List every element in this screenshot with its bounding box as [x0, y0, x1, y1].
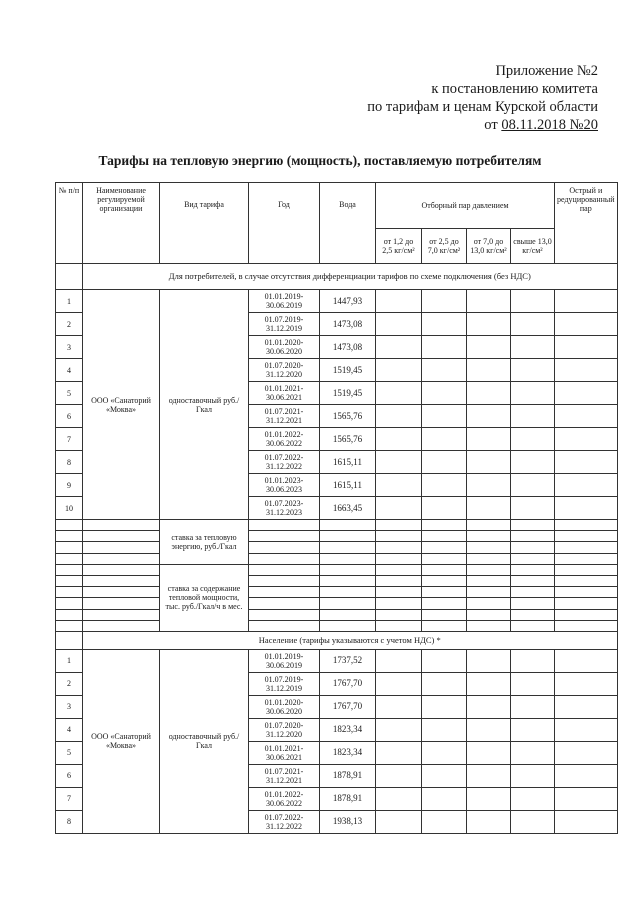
rate-capacity-label: ставка за содержание тепловой мощности, тыс. руб./Гкал/ч в мес.	[160, 564, 249, 631]
water-tariff: 1615,11	[320, 451, 376, 474]
empty-cell	[467, 741, 511, 764]
rate-row	[56, 620, 618, 631]
tariff-type: одноставочный руб./Гкал	[160, 649, 249, 833]
empty-cell	[467, 520, 511, 531]
row-number: 5	[56, 741, 83, 764]
water-tariff: 1447,93	[320, 290, 376, 313]
rate-row	[56, 564, 618, 575]
empty-cell	[467, 695, 511, 718]
water-tariff: 1519,45	[320, 382, 376, 405]
empty-cell	[511, 575, 555, 586]
empty-cell	[555, 764, 618, 787]
empty-cell	[422, 609, 467, 620]
empty-cell	[511, 359, 555, 382]
empty-cell	[376, 520, 422, 531]
col-header-pressure-3: от 7,0 до 13,0 кг/см²	[467, 229, 511, 264]
empty-cell	[511, 553, 555, 564]
empty-cell	[320, 587, 376, 598]
empty-cell	[511, 598, 555, 609]
empty-cell	[376, 741, 422, 764]
col-header-tariff-type: Вид тарифа	[160, 183, 249, 264]
section-row	[56, 264, 618, 290]
empty-cell	[376, 359, 422, 382]
empty-cell	[320, 575, 376, 586]
empty-cell	[555, 313, 618, 336]
empty-cell	[555, 405, 618, 428]
empty-cell	[83, 609, 160, 620]
water-tariff: 1565,76	[320, 405, 376, 428]
empty-cell	[467, 451, 511, 474]
empty-cell	[511, 405, 555, 428]
empty-cell	[555, 620, 618, 631]
rate-row	[56, 598, 618, 609]
empty-cell	[56, 587, 83, 598]
empty-cell	[511, 451, 555, 474]
empty-cell	[467, 405, 511, 428]
empty-cell	[511, 497, 555, 520]
empty-cell	[422, 290, 467, 313]
col-header-sharp-steam: Острый и редуцированный пар	[555, 183, 618, 264]
col-header-pressure-1: от 1,2 до 2,5 кг/см²	[376, 229, 422, 264]
period: 01.01.2021-30.06.2021	[249, 741, 320, 764]
empty-cell	[376, 290, 422, 313]
water-tariff: 1823,34	[320, 718, 376, 741]
empty-cell	[555, 474, 618, 497]
empty-cell	[320, 531, 376, 542]
empty-cell	[511, 336, 555, 359]
period: 01.01.2023-30.06.2023	[249, 474, 320, 497]
empty-cell	[56, 553, 83, 564]
empty-cell	[555, 336, 618, 359]
rate-row	[56, 609, 618, 620]
empty-cell	[555, 649, 618, 672]
empty-cell	[56, 598, 83, 609]
empty-cell	[511, 609, 555, 620]
col-header-water: Вода	[320, 183, 376, 264]
row-number: 8	[56, 451, 83, 474]
empty-cell	[467, 313, 511, 336]
empty-cell	[422, 620, 467, 631]
empty-cell	[555, 520, 618, 531]
date-prefix: от	[484, 117, 502, 133]
empty-cell	[320, 542, 376, 553]
empty-cell	[376, 718, 422, 741]
rate-row	[56, 575, 618, 586]
empty-cell	[320, 620, 376, 631]
empty-cell	[83, 598, 160, 609]
period: 01.07.2021-31.12.2021	[249, 764, 320, 787]
empty-cell	[467, 649, 511, 672]
col-header-pressure-4: свыше 13,0 кг/см²	[511, 229, 555, 264]
empty-cell	[249, 620, 320, 631]
empty-cell	[511, 787, 555, 810]
empty-cell	[555, 553, 618, 564]
water-tariff: 1519,45	[320, 359, 376, 382]
period: 01.07.2020-31.12.2020	[249, 359, 320, 382]
empty-cell	[467, 575, 511, 586]
empty-cell	[422, 382, 467, 405]
row-number: 7	[56, 787, 83, 810]
date-line	[367, 116, 598, 134]
empty-cell	[555, 497, 618, 520]
empty-cell	[467, 787, 511, 810]
empty-cell	[511, 531, 555, 542]
empty-cell	[376, 336, 422, 359]
empty-cell	[249, 553, 320, 564]
rate-row	[56, 587, 618, 598]
empty-cell	[422, 718, 467, 741]
empty-cell	[511, 741, 555, 764]
empty-cell	[467, 428, 511, 451]
empty-cell	[511, 382, 555, 405]
empty-cell	[422, 336, 467, 359]
row-number: 4	[56, 718, 83, 741]
empty-cell	[467, 474, 511, 497]
empty-cell	[249, 542, 320, 553]
empty-cell	[422, 672, 467, 695]
empty-cell	[249, 575, 320, 586]
row-number: 8	[56, 810, 83, 833]
empty-cell	[249, 564, 320, 575]
rate-row	[56, 542, 618, 553]
empty-cell	[467, 587, 511, 598]
empty-cell	[467, 542, 511, 553]
empty-cell	[56, 575, 83, 586]
row-number: 2	[56, 672, 83, 695]
document-title: Тарифы на тепловую энергию (мощность), поставляемую потребителям	[98, 153, 542, 168]
empty-cell	[422, 428, 467, 451]
empty-cell	[555, 382, 618, 405]
section-title-non-household: Для потребителей, в случае отсутствия дифференциации тарифов по схеме подключения (без НДС)	[83, 264, 618, 290]
empty-cell	[376, 313, 422, 336]
committee-label: по тарифам и ценам Курской области	[367, 99, 598, 115]
empty-cell	[422, 787, 467, 810]
empty-cell	[422, 542, 467, 553]
empty-cell	[555, 810, 618, 833]
empty-cell	[511, 695, 555, 718]
section-row	[56, 631, 618, 649]
empty-cell	[56, 564, 83, 575]
empty-cell	[376, 564, 422, 575]
empty-cell	[422, 649, 467, 672]
empty-cell	[555, 672, 618, 695]
empty-cell	[555, 290, 618, 313]
empty-cell	[320, 564, 376, 575]
empty-cell	[422, 564, 467, 575]
empty-cell	[376, 428, 422, 451]
empty-cell	[467, 497, 511, 520]
empty-cell	[249, 609, 320, 620]
empty-cell	[555, 564, 618, 575]
empty-cell	[376, 649, 422, 672]
rate-row	[56, 553, 618, 564]
row-number: 3	[56, 336, 83, 359]
water-tariff: 1938,13	[320, 810, 376, 833]
empty-cell	[320, 609, 376, 620]
empty-cell	[467, 359, 511, 382]
empty-cell	[56, 531, 83, 542]
tariff-type: одноставочный руб./Гкал	[160, 290, 249, 520]
row-number: 1	[56, 290, 83, 313]
water-tariff: 1565,76	[320, 428, 376, 451]
empty-cell	[376, 531, 422, 542]
table-row	[56, 649, 618, 672]
empty-cell	[376, 451, 422, 474]
tariff-table	[55, 182, 618, 834]
section-spacer	[56, 264, 83, 290]
period: 01.01.2021-30.06.2021	[249, 382, 320, 405]
row-number: 6	[56, 405, 83, 428]
water-tariff: 1473,08	[320, 336, 376, 359]
period: 01.07.2019-31.12.2019	[249, 672, 320, 695]
empty-cell	[422, 405, 467, 428]
empty-cell	[376, 382, 422, 405]
row-number: 10	[56, 497, 83, 520]
row-number: 4	[56, 359, 83, 382]
empty-cell	[555, 695, 618, 718]
appendix-label: Приложение №2	[495, 63, 598, 79]
empty-cell	[467, 531, 511, 542]
period: 01.01.2022-30.06.2022	[249, 428, 320, 451]
empty-cell	[511, 564, 555, 575]
water-tariff: 1473,08	[320, 313, 376, 336]
empty-cell	[467, 620, 511, 631]
empty-cell	[467, 810, 511, 833]
empty-cell	[83, 520, 160, 531]
period: 01.01.2020-30.06.2020	[249, 695, 320, 718]
empty-cell	[376, 695, 422, 718]
period: 01.01.2019-30.06.2019	[249, 290, 320, 313]
empty-cell	[56, 609, 83, 620]
period: 01.01.2022-30.06.2022	[249, 787, 320, 810]
empty-cell	[376, 787, 422, 810]
empty-cell	[555, 741, 618, 764]
row-number: 7	[56, 428, 83, 451]
period: 01.01.2020-30.06.2020	[249, 336, 320, 359]
section-title-population: Население (тарифы указываются с учетом НДС) *	[83, 631, 618, 649]
empty-cell	[555, 609, 618, 620]
water-tariff: 1737,52	[320, 649, 376, 672]
period: 01.01.2019-30.06.2019	[249, 649, 320, 672]
empty-cell	[422, 520, 467, 531]
empty-cell	[376, 474, 422, 497]
empty-cell	[376, 405, 422, 428]
empty-cell	[249, 520, 320, 531]
empty-cell	[422, 313, 467, 336]
empty-cell	[511, 542, 555, 553]
empty-cell	[555, 718, 618, 741]
period: 01.07.2020-31.12.2020	[249, 718, 320, 741]
empty-cell	[422, 810, 467, 833]
empty-cell	[376, 497, 422, 520]
water-tariff: 1663,45	[320, 497, 376, 520]
empty-cell	[422, 598, 467, 609]
empty-cell	[249, 587, 320, 598]
empty-cell	[422, 531, 467, 542]
empty-cell	[555, 428, 618, 451]
empty-cell	[511, 810, 555, 833]
empty-cell	[83, 542, 160, 553]
empty-cell	[555, 787, 618, 810]
water-tariff: 1823,34	[320, 741, 376, 764]
empty-cell	[56, 542, 83, 553]
empty-cell	[422, 575, 467, 586]
row-number: 9	[56, 474, 83, 497]
empty-cell	[555, 531, 618, 542]
document-header	[367, 62, 598, 134]
organization-name: ООО «Санаторий «Моква»	[83, 290, 160, 520]
empty-cell	[376, 575, 422, 586]
empty-cell	[422, 695, 467, 718]
empty-cell	[320, 553, 376, 564]
empty-cell	[467, 764, 511, 787]
empty-cell	[511, 290, 555, 313]
empty-cell	[467, 564, 511, 575]
empty-cell	[511, 587, 555, 598]
water-tariff: 1767,70	[320, 695, 376, 718]
empty-cell	[555, 587, 618, 598]
empty-cell	[467, 718, 511, 741]
empty-cell	[511, 428, 555, 451]
empty-cell	[555, 451, 618, 474]
period: 01.07.2023-31.12.2023	[249, 497, 320, 520]
row-number: 3	[56, 695, 83, 718]
empty-cell	[422, 764, 467, 787]
water-tariff: 1767,70	[320, 672, 376, 695]
period: 01.07.2021-31.12.2021	[249, 405, 320, 428]
period: 01.07.2022-31.12.2022	[249, 451, 320, 474]
empty-cell	[83, 553, 160, 564]
empty-cell	[83, 587, 160, 598]
empty-cell	[511, 764, 555, 787]
empty-cell	[467, 672, 511, 695]
resolution-date: 08.11.2018 №20	[501, 117, 598, 133]
empty-cell	[320, 520, 376, 531]
empty-cell	[467, 382, 511, 405]
empty-cell	[376, 609, 422, 620]
empty-cell	[422, 359, 467, 382]
col-header-year: Год	[249, 183, 320, 264]
organization-name: ООО «Санаторий «Моква»	[83, 649, 160, 833]
empty-cell	[376, 553, 422, 564]
empty-cell	[83, 531, 160, 542]
empty-cell	[467, 553, 511, 564]
empty-cell	[422, 497, 467, 520]
empty-cell	[422, 553, 467, 564]
empty-cell	[511, 620, 555, 631]
empty-cell	[56, 620, 83, 631]
col-header-num: № п/п	[56, 183, 83, 264]
empty-cell	[422, 474, 467, 497]
empty-cell	[555, 598, 618, 609]
empty-cell	[511, 718, 555, 741]
resolution-label: к постановлению комитета	[431, 81, 598, 97]
empty-cell	[249, 531, 320, 542]
empty-cell	[511, 313, 555, 336]
row-number: 1	[56, 649, 83, 672]
empty-cell	[422, 741, 467, 764]
table-row	[56, 290, 618, 313]
empty-cell	[467, 598, 511, 609]
rate-energy-label: ставка за тепловую энергию, руб./Гкал	[160, 520, 249, 565]
period: 01.07.2019-31.12.2019	[249, 313, 320, 336]
section-spacer	[56, 631, 83, 649]
row-number: 5	[56, 382, 83, 405]
empty-cell	[376, 620, 422, 631]
empty-cell	[83, 620, 160, 631]
row-number: 2	[56, 313, 83, 336]
empty-cell	[511, 672, 555, 695]
empty-cell	[376, 542, 422, 553]
empty-cell	[320, 598, 376, 609]
rate-row	[56, 520, 618, 531]
empty-cell	[376, 672, 422, 695]
empty-cell	[511, 649, 555, 672]
empty-cell	[555, 542, 618, 553]
empty-cell	[56, 520, 83, 531]
empty-cell	[555, 575, 618, 586]
rate-row	[56, 531, 618, 542]
empty-cell	[511, 474, 555, 497]
row-number: 6	[56, 764, 83, 787]
empty-cell	[555, 359, 618, 382]
period: 01.07.2022-31.12.2022	[249, 810, 320, 833]
empty-cell	[249, 598, 320, 609]
empty-cell	[83, 564, 160, 575]
empty-cell	[422, 451, 467, 474]
empty-cell	[511, 520, 555, 531]
empty-cell	[376, 587, 422, 598]
header-row	[56, 183, 618, 229]
col-header-steam: Отборный пар давлением	[376, 183, 555, 229]
water-tariff: 1878,91	[320, 764, 376, 787]
col-header-org: Наименование регулируемой организации	[83, 183, 160, 264]
empty-cell	[376, 810, 422, 833]
water-tariff: 1878,91	[320, 787, 376, 810]
water-tariff: 1615,11	[320, 474, 376, 497]
empty-cell	[467, 609, 511, 620]
col-header-pressure-2: от 2,5 до 7,0 кг/см²	[422, 229, 467, 264]
empty-cell	[422, 587, 467, 598]
empty-cell	[467, 336, 511, 359]
empty-cell	[83, 575, 160, 586]
empty-cell	[376, 764, 422, 787]
empty-cell	[467, 290, 511, 313]
empty-cell	[376, 598, 422, 609]
